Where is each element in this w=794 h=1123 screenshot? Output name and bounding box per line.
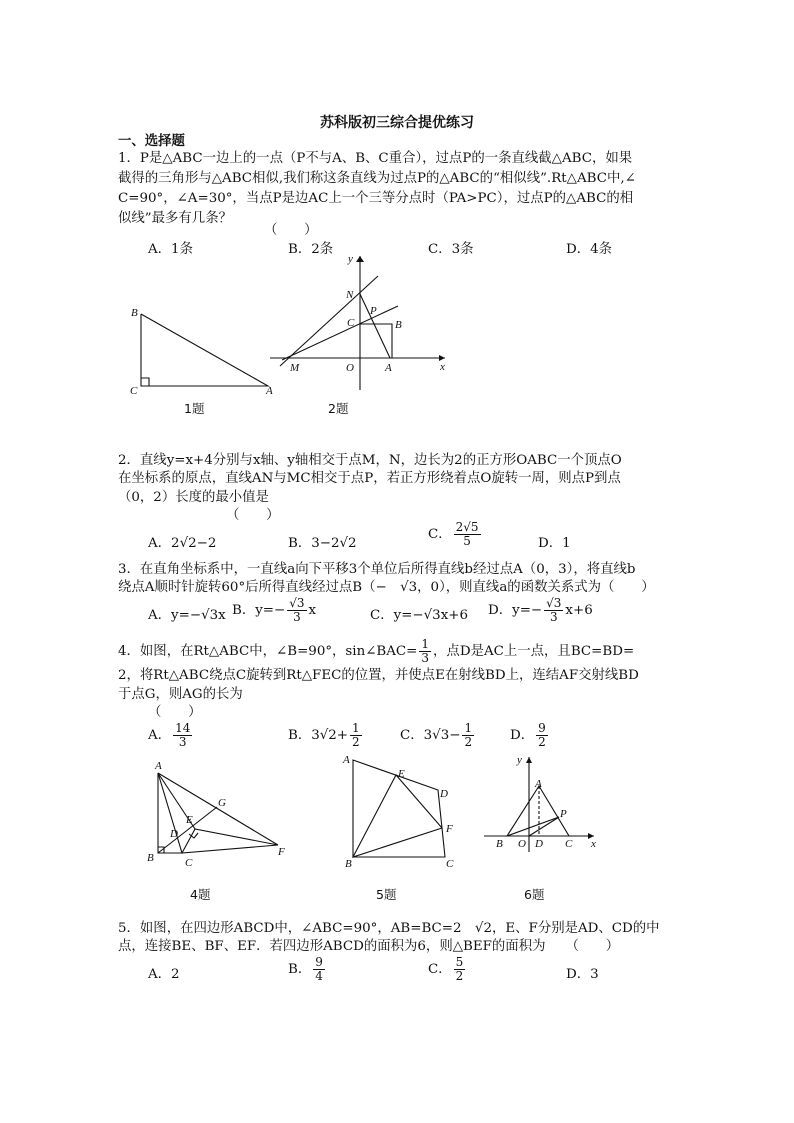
- fig2-label-c: C: [347, 317, 355, 329]
- q4-sin-denominator: 3: [421, 651, 430, 665]
- fig2-label-a: A: [385, 362, 392, 374]
- q5-option-d: D．3: [566, 967, 599, 982]
- q3-option-b-prefix: B．y=−: [232, 603, 286, 618]
- fig1-label-c: C: [130, 385, 138, 397]
- q3-line-1: 3．在直角坐标系中，一直线a向下平移3个单位后所得直线b经过点A（0，3），将直线b: [118, 562, 636, 577]
- q1-option-a: A．1条: [148, 242, 193, 257]
- q2-option-c-numerator: 2√5: [455, 520, 479, 534]
- fig2-label-o: O: [346, 362, 354, 374]
- q4-option-c-numerator: 1: [464, 721, 473, 735]
- q5-line-2: 点，连接BE、BF、EF．若四边形ABCD的面积为6，则△BEF的面积为 （ ）: [118, 939, 620, 954]
- fig6-label-x: x: [591, 838, 596, 850]
- q4-answer-paren: （ ）: [148, 705, 202, 720]
- q5-option-c-prefix: C．: [428, 962, 452, 977]
- fig4-caption: 4题: [190, 887, 211, 902]
- fig2-label-b: B: [395, 319, 402, 331]
- fig5-label-a: A: [343, 754, 350, 766]
- fig5-label-c: C: [446, 858, 454, 870]
- q4-option-b-numerator: 1: [352, 721, 360, 735]
- fig5-caption: 5题: [376, 887, 397, 902]
- fig1-label-a: A: [266, 385, 273, 397]
- q4-option-a-denominator: 3: [178, 735, 187, 749]
- fig4-label-g: G: [218, 797, 226, 809]
- q4-option-d-prefix: D．: [510, 728, 535, 743]
- q1-line-2: 截得的三角形与△ABC相似,我们称这条直线为过点P的△ABC的“相似线”.Rt△ABC中,∠: [118, 171, 636, 186]
- q1-option-b: B．2条: [288, 242, 334, 257]
- fig2-label-x: x: [440, 361, 445, 373]
- fig4-label-d: D: [170, 828, 178, 840]
- q1-option-c: C．3条: [428, 242, 474, 257]
- q5-option-c-denominator: 2: [455, 969, 464, 983]
- q5-line-1: 5．如图，在四边形ABCD中，∠ABC=90°，AB=BC=2 √2，E、F分别是AD、CD的中: [118, 921, 660, 936]
- q4-line-2: 2，将Rt△ABC绕点C旋转到Rt△FEC的位置，并使点E在射线BD上，连结AF交射线BD: [118, 668, 639, 683]
- fig5-label-f: F: [446, 823, 453, 835]
- q5-option-c-fraction: [454, 956, 466, 983]
- q2-option-a: A．2√2−2: [148, 536, 217, 551]
- q3-option-c: C．y=−√3x+6: [370, 608, 468, 623]
- q2-line-3: （0，2）长度的最小值是: [118, 490, 269, 505]
- q5-option-b: [288, 956, 327, 983]
- q3-option-d-denominator: 3: [549, 610, 558, 624]
- q3-option-d-numerator: √3: [546, 596, 562, 610]
- fig4-label-a: A: [155, 760, 162, 772]
- fig1-caption: 1题: [184, 401, 205, 416]
- q2-option-d: D．1: [538, 536, 571, 551]
- q4-option-d-denominator: 2: [538, 735, 546, 749]
- q4-sin-numerator: 1: [421, 637, 430, 651]
- q5-option-b-numerator: 9: [315, 955, 323, 969]
- q1-line-1: 1．P是△ABC一边上的一点（P不与A、B、C重合），过点P的一条直线截△ABC，如果: [118, 151, 633, 166]
- q2-line-1: 2．直线y=x+4分别与x轴、y轴相交于点M，N，边长为2的正方形OABC一个顶点O: [118, 453, 622, 468]
- fig5-label-e: E: [398, 768, 405, 780]
- q1-line-3: C=90°，∠A=30°，当点P是边AC上一个三等分点时（PA>PC），过点P的△ABC的相: [118, 191, 634, 206]
- fig2-label-p: P: [370, 305, 377, 317]
- section-heading: 一、选择题: [118, 133, 185, 149]
- fig4-label-e: E: [186, 814, 193, 826]
- fig5-label-b: B: [345, 858, 352, 870]
- q3-line-2: 绕点A顺时针旋转60°后所得直线经过点B（− √3，0），则直线a的函数关系式为（ ）: [118, 580, 655, 595]
- q5-option-b-denominator: 4: [315, 969, 323, 983]
- q4-line-3: 于点G，则AG的长为: [118, 687, 243, 702]
- fig2-caption: 2题: [328, 401, 349, 416]
- fig4-label-c: C: [185, 857, 193, 869]
- fig2-label-m: M: [290, 362, 300, 374]
- q4-line-1-start: 4．如图，在Rt△ABC中，∠B=90°，sin∠BAC=: [118, 644, 418, 659]
- q3-option-a: A．y=−√3x: [148, 608, 226, 623]
- q4-option-c-prefix: C．3√3−: [400, 728, 461, 743]
- fig6-label-y: y: [517, 754, 522, 766]
- q3-option-b-denominator: 3: [293, 610, 301, 624]
- q4-option-c-denominator: 2: [464, 735, 473, 749]
- q2-answer-paren: （ ）: [226, 508, 280, 523]
- fig2-label-n: N: [346, 289, 354, 301]
- q4-line-1-end: ，点D是AC上一点，且BC=BD=: [433, 644, 635, 659]
- q2-option-c-prefix: C．: [428, 527, 452, 542]
- q5-option-c: [428, 956, 467, 983]
- q4-option-b-denominator: 2: [352, 735, 360, 749]
- fig5-label-d: D: [440, 788, 448, 800]
- fig4-label-b: B: [147, 852, 154, 864]
- fig6-label-d: D: [535, 838, 543, 850]
- q4-option-b-prefix: B．3√2+: [288, 728, 349, 743]
- q1-answer-paren: （ ）: [264, 223, 318, 238]
- q4-option-d-numerator: 9: [538, 721, 546, 735]
- q2-option-c-denominator: 5: [463, 534, 471, 548]
- fig2-label-y: y: [348, 253, 353, 265]
- fig6-label-o: O: [518, 838, 526, 850]
- fig6-label-p: P: [560, 808, 567, 820]
- q3-option-d-suffix: x+6: [565, 603, 593, 618]
- q2-option-b: B．3−2√2: [288, 536, 357, 551]
- fig6-label-c: C: [565, 838, 573, 850]
- q5-option-b-fraction: [313, 956, 325, 983]
- q3-option-b-numerator: √3: [289, 596, 305, 610]
- fig6-label-a: A: [535, 778, 542, 790]
- q1-option-d: D．4条: [566, 242, 613, 257]
- q1-line-4: 似线”最多有几条？: [118, 211, 232, 226]
- fig6-label-b: B: [496, 838, 503, 850]
- page-title: 苏科版初三综合提优练习: [320, 115, 474, 131]
- q2-line-2: 在坐标系的原点，直线AN与MC相交于点P，若正方形绕着点O旋转一周，则点P到点: [118, 471, 621, 486]
- fig4-label-f: F: [278, 846, 285, 858]
- fig1-label-b: B: [131, 307, 138, 319]
- fig6-caption: 6题: [524, 887, 545, 902]
- q3-option-d-prefix: D．y=−: [488, 603, 543, 618]
- q4-option-a-numerator: 14: [175, 721, 191, 735]
- q5-option-c-numerator: 5: [455, 955, 464, 969]
- q5-option-a: A．2: [148, 967, 180, 982]
- q3-option-b-suffix: x: [308, 603, 317, 618]
- q4-option-a-prefix: A．: [148, 728, 172, 743]
- q5-option-b-prefix: B．: [288, 962, 312, 977]
